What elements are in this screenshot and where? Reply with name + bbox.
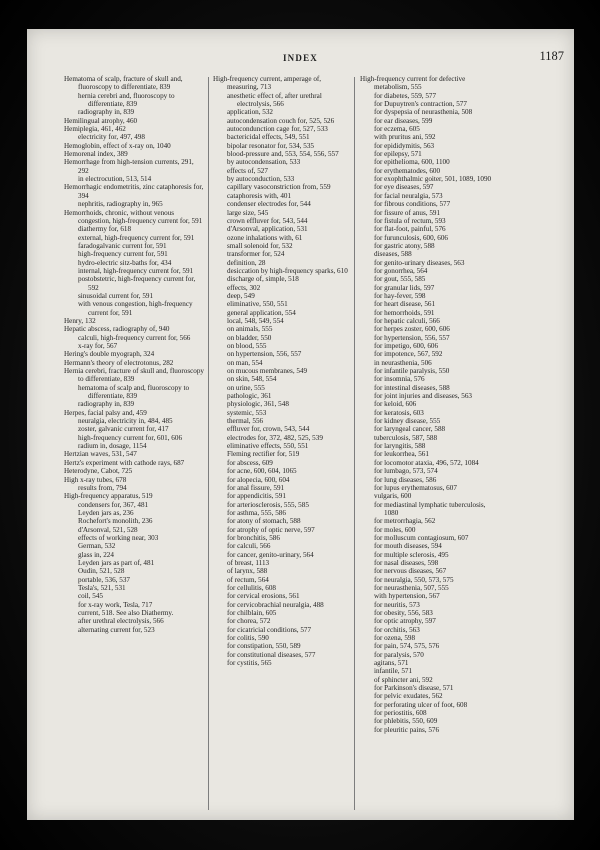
index-entry: d'Arsonval, 521, 528 xyxy=(78,525,138,534)
index-entry: for lung diseases, 586 xyxy=(374,475,437,484)
index-entry: calculi, high-frequency current for, 566 xyxy=(78,333,191,342)
index-entry: ozone inhalations with, 61 xyxy=(227,233,303,242)
index-entry: application, 532 xyxy=(227,108,274,117)
index-entry: Hemorrhagic endometritis, zinc cataphoresis for, 394 xyxy=(64,183,204,200)
index-entry: effects, 302 xyxy=(227,283,261,292)
index-entry: for fissure of anus, 591 xyxy=(374,208,441,217)
index-entry: Hemorrhage from high-tension currents, 291, 292 xyxy=(64,158,194,175)
index-entry: for hay-fever, 598 xyxy=(374,291,426,300)
index-entry: portable, 536, 537 xyxy=(78,575,130,584)
index-entry: Leyden jars as part of, 481 xyxy=(78,558,155,567)
index-column-3 xyxy=(360,75,500,811)
index-entry: by autocondensation, 533 xyxy=(227,158,301,167)
index-entry: Hemorrhoids, chronic, without venous congestion, high-frequency current for, 591 xyxy=(64,208,203,225)
index-column-1 xyxy=(64,75,204,811)
index-entry: for intestinal diseases, 588 xyxy=(374,383,450,392)
index-entry: of rectum, 564 xyxy=(227,575,269,584)
index-entry: for optic atrophy, 597 xyxy=(374,617,436,626)
index-entry: diathermy for, 618 xyxy=(78,225,132,234)
index-entry: external, high-frequency current for, 591 xyxy=(78,233,195,242)
index-entry: Hematoma of scalp, fracture of skull and, fluoroscopy to differentiate, 839 xyxy=(64,75,183,92)
index-entry: pathologic, 361 xyxy=(227,392,272,401)
book-page xyxy=(27,29,574,820)
index-entry: zoster, galvanic current for, 417 xyxy=(78,425,169,434)
index-entry: for appendicitis, 591 xyxy=(227,492,286,501)
index-entry: hydro-electric sitz-baths for, 434 xyxy=(78,258,172,267)
index-entry: hematoma of scalp and, fluoroscopy to differentiate, 839 xyxy=(78,383,190,401)
index-entry: Herpes, facial palsy and, 459 xyxy=(64,408,147,417)
index-entry: for epithelioma, 600, 1100 xyxy=(374,158,450,167)
index-entry: for locomotor ataxia, 496, 572, 1084 xyxy=(374,458,479,467)
index-entry: for nasal diseases, 598 xyxy=(374,558,439,567)
index-entry: for chorea, 572 xyxy=(227,617,271,626)
index-entry: on man, 554 xyxy=(227,358,263,367)
index-entry: for alopecia, 600, 604 xyxy=(227,475,290,484)
index-entry: Hermann's theory of electrotonus, 282 xyxy=(64,358,174,367)
index-entry: blood-pressure and, 553, 554, 556, 557 xyxy=(227,150,339,159)
index-entry: for cicatricial conditions, 577 xyxy=(227,625,312,634)
index-entry: German, 532 xyxy=(78,542,116,551)
index-entry: eliminative effects, 550, 551 xyxy=(227,442,309,451)
index-entry: for epididymitis, 563 xyxy=(374,141,435,150)
index-entry: faradogalvanic current for, 591 xyxy=(78,241,167,250)
index-column-2 xyxy=(213,75,353,811)
index-entry: for paralysis, 570 xyxy=(374,650,424,659)
index-entry: for calculi, 566 xyxy=(227,542,271,551)
index-entry: for pelvic exudates, 562 xyxy=(374,692,443,701)
index-entry: for atrophy of optic nerve, 597 xyxy=(227,525,315,534)
index-entry: for lupus erythematosus, 607 xyxy=(374,483,457,492)
index-entry: for atony of stomach, 588 xyxy=(227,517,301,526)
index-entry: Hemiplegia, 461, 462 xyxy=(64,125,126,134)
index-entry: for constipation, 550, 589 xyxy=(227,642,301,651)
index-entry: x-ray for, 567 xyxy=(78,342,118,350)
index-entry: Hemoglobin, effect of x-ray on, 1040 xyxy=(64,141,171,150)
running-head: INDEX xyxy=(282,53,318,63)
index-entry: definition, 28 xyxy=(227,258,266,267)
index-entry: for mouth diseases, 594 xyxy=(374,542,442,551)
index-entry: anesthetic effect of, after urethral electrolysis, 566 xyxy=(227,91,322,109)
index-entry: Hernia cerebri, fracture of skull and, fluoroscopy to differentiate, 839 xyxy=(64,367,204,384)
index-entry: for lumbago, 573, 574 xyxy=(374,467,438,476)
index-entry: Hemilingual atrophy, 460 xyxy=(64,116,138,125)
index-entry: internal, high-frequency current for, 591 xyxy=(78,266,194,275)
index-entry: neuralgia, electricity in, 484, 485 xyxy=(78,417,173,426)
index-entry: on mucous membranes, 549 xyxy=(227,367,308,376)
index-entry: Oudin, 521, 528 xyxy=(78,567,125,576)
index-entry: with venous congestion, high-frequency current for, 591 xyxy=(78,300,193,317)
index-entry: for keloid, 606 xyxy=(374,400,417,409)
index-entry: discharge of, simple, 518 xyxy=(227,275,299,284)
index-entry: d'Arsonval, application, 531 xyxy=(227,225,308,234)
index-entry: for arteriosclerosis, 555, 585 xyxy=(227,500,309,509)
index-entry: postobstetric, high-frequency current for, 592 xyxy=(78,275,196,292)
index-entry: for insomnia, 576 xyxy=(374,375,425,384)
index-entry: radiography in, 839 xyxy=(78,400,135,409)
index-entry: for gastric atony, 588 xyxy=(374,241,435,250)
index-entry: in electrocution, 513, 514 xyxy=(78,175,152,184)
index-entry: for hepatic calculi, 566 xyxy=(374,316,440,325)
index-entry: for epilepsy, 571 xyxy=(374,150,422,159)
index-entry: effluver for, crown, 543, 544 xyxy=(227,425,310,434)
index-entry: for molluscum contagiosum, 607 xyxy=(374,533,469,542)
index-entry: for granular lids, 597 xyxy=(374,283,435,292)
index-entry: for orchitis, 563 xyxy=(374,625,420,634)
index-entry: for furunculosis, 600, 606 xyxy=(374,233,448,242)
index-entry: desiccation by high-frequency sparks, 610 xyxy=(227,266,348,275)
index-entry: condenser electrodes for, 544 xyxy=(227,200,311,209)
index-entry: for keratosis, 603 xyxy=(374,408,424,417)
index-entry: cataphoresis with, 401 xyxy=(227,191,292,200)
index-entry: High x-ray tubes, 678 xyxy=(64,475,127,484)
index-entry: for cellulitis, 608 xyxy=(227,583,276,592)
index-entry: Hemorenal index, 389 xyxy=(64,150,128,159)
index-entry: for pain, 574, 575, 576 xyxy=(374,642,440,651)
index-entry: effects of working near, 303 xyxy=(78,533,159,542)
index-entry: glass in, 224 xyxy=(78,550,114,559)
index-entry: condensers for, 367, 481 xyxy=(78,500,149,509)
index-entry: for gonorrhea, 564 xyxy=(374,266,428,275)
index-entry: for herpes zoster, 600, 606 xyxy=(374,325,450,334)
index-entry: for asthma, 555, 586 xyxy=(227,508,286,517)
index-entry: eliminative, 550, 551 xyxy=(227,300,288,309)
index-entry: High-frequency apparatus, 519 xyxy=(64,492,153,501)
index-entry: on bladder, 550 xyxy=(227,333,272,342)
index-entry: for constitutional diseases, 577 xyxy=(227,650,316,659)
index-entry: Hering's double myograph, 324 xyxy=(64,350,155,359)
index-entry: for chilblain, 605 xyxy=(227,609,277,617)
index-entry: for infantile paralysis, 550 xyxy=(374,367,450,376)
index-entry: for fibrous conditions, 577 xyxy=(374,200,451,209)
index-entry: bactericidal effects, 549, 551 xyxy=(227,133,310,142)
index-entry: in neurasthenia, 506 xyxy=(374,358,432,367)
index-entry: for ozena, 598 xyxy=(374,634,416,643)
index-entry: for neuritis, 573 xyxy=(374,600,420,609)
index-entry: for metrorrhagia, 562 xyxy=(374,517,436,526)
index-entry: radium in, dosage, 1154 xyxy=(78,442,147,451)
index-entry: high-frequency current for, 601, 606 xyxy=(78,433,183,442)
index-entry: for leukorrhea, 561 xyxy=(374,450,429,459)
index-entry: for bronchitis, 586 xyxy=(227,533,280,542)
index-entry: Leyden jars as, 236 xyxy=(78,508,134,517)
index-entry: sinusoidal current for, 591 xyxy=(78,291,154,300)
index-entry: agitans, 571 xyxy=(374,659,409,668)
index-entry: for ear diseases, 599 xyxy=(374,116,433,125)
index-entry: local, 548, 549, 554 xyxy=(227,316,284,325)
index-entry: for heart disease, 561 xyxy=(374,300,436,309)
index-entry: with pruritus ani, 592 xyxy=(374,133,436,142)
index-entry: deep, 549 xyxy=(227,291,255,300)
index-entry: Hepatic abscess, radiography of, 940 xyxy=(64,325,170,334)
index-entry: Hertzian waves, 531, 547 xyxy=(64,450,137,459)
index-entry: for nervous diseases, 567 xyxy=(374,567,447,576)
index-entry: for moles, 600 xyxy=(374,525,416,534)
index-entry: for diabetes, 559, 577 xyxy=(374,91,437,100)
index-entry: electrodes for, 372, 482, 525, 539 xyxy=(227,433,323,442)
index-entry: tuberculosis, 587, 588 xyxy=(374,433,438,442)
index-entry: for obesity, 556, 583 xyxy=(374,609,433,617)
index-entry: on hypertension, 556, 557 xyxy=(227,350,302,359)
index-entry: High-frequency current for defective metabolism, 555 xyxy=(360,75,466,92)
index-entry: for cancer, genito-urinary, 564 xyxy=(227,550,314,559)
index-entry: Henry, 132 xyxy=(64,316,96,325)
index-entry: for hemorrhoids, 591 xyxy=(374,308,435,317)
index-entry: infantile, 571 xyxy=(374,667,413,676)
index-entry: radiography in, 839 xyxy=(78,108,135,117)
index-entry: electricity for, 497, 498 xyxy=(78,133,145,142)
index-entry: alternating current for, 523 xyxy=(78,625,155,634)
index-entry: of larynx, 588 xyxy=(227,567,268,576)
index-entry: for impetigo, 600, 606 xyxy=(374,342,439,350)
index-entry: for pleuritic pains, 576 xyxy=(374,725,440,734)
index-entry: for abscess, 609 xyxy=(227,458,273,467)
index-entry: for kidney disease, 555 xyxy=(374,417,441,426)
index-entry: for multiple sclerosis, 495 xyxy=(374,550,449,559)
index-entry: for erythematodes, 600 xyxy=(374,166,441,175)
index-entry: for acne, 600, 604, 1065 xyxy=(227,467,297,476)
index-entry: for dyspepsia of neurasthenia, 508 xyxy=(374,108,473,117)
index-entry: for colitis, 590 xyxy=(227,634,269,643)
index-entry: for cervicobrachial neuralgia, 488 xyxy=(227,600,324,609)
index-entry: capillary vasoconstriction from, 559 xyxy=(227,183,331,192)
index-entry: hernia cerebri and, fluoroscopy to differentiate, 839 xyxy=(78,91,175,109)
index-entry: autocondensation couch for, 525, 526 xyxy=(227,116,335,125)
index-entry: for gout, 555, 585 xyxy=(374,275,426,284)
index-entry: for flat-foot, painful, 576 xyxy=(374,225,446,234)
index-entry: effects of, 527 xyxy=(227,166,268,175)
index-entry: bipolar resonator for, 534, 535 xyxy=(227,141,314,150)
index-entry: of breast, 1113 xyxy=(227,558,270,567)
index-entry: high-frequency current for, 591 xyxy=(78,250,168,259)
index-entry: on animals, 555 xyxy=(227,325,273,334)
index-entry: for hypertension, 556, 557 xyxy=(374,333,450,342)
index-entry: transformer for, 524 xyxy=(227,250,285,259)
index-entry: for x-ray work, Tesla, 717 xyxy=(78,600,153,609)
index-entry: for neuralgia, 550, 573, 575 xyxy=(374,575,454,584)
index-entry: current, 518. See also Diathermy. xyxy=(78,609,174,617)
index-entry: for impotence, 567, 592 xyxy=(374,350,443,359)
index-entry: for neurasthenia, 507, 555 xyxy=(374,583,449,592)
index-entry: for Dupuytren's contraction, 577 xyxy=(374,100,467,109)
index-entry: autocondunction cage for, 527, 533 xyxy=(227,125,328,134)
index-entry: of sphincter ani, 592 xyxy=(374,675,433,684)
index-entry: for genito-urinary diseases, 563 xyxy=(374,258,465,267)
index-entry: for anal fissure, 591 xyxy=(227,483,285,492)
index-entry: coil, 545 xyxy=(78,592,103,601)
index-entry: for laryngeal cancer, 588 xyxy=(374,425,446,434)
index-entry: for cervical erosions, 561 xyxy=(227,592,300,601)
index-entry: Hertz's experiment with cathode rays, 687 xyxy=(64,458,185,467)
index-entry: for eye diseases, 597 xyxy=(374,183,434,192)
index-entry: for cystitis, 565 xyxy=(227,659,272,668)
index-entry: crown effluver for, 543, 544 xyxy=(227,216,308,225)
index-entry: for exophthalmic goiter, 501, 1089, 1090 xyxy=(374,175,492,184)
index-entry: thermal, 556 xyxy=(227,417,264,426)
index-entry: High-frequency current, amperage of, measuring, 713 xyxy=(213,75,322,92)
index-entry: for fistula of rectum, 593 xyxy=(374,216,446,225)
index-entry: for joint injuries and diseases, 563 xyxy=(374,392,472,401)
column-rule xyxy=(354,77,355,810)
page-number: 1187 xyxy=(539,49,564,63)
index-entry: after urethral electrolysis, 566 xyxy=(78,617,164,626)
index-entry: for perforating ulcer of foot, 608 xyxy=(374,700,468,709)
index-entry: for periostitis, 608 xyxy=(374,709,427,718)
index-entry: results from, 794 xyxy=(78,483,127,492)
index-entry: for laryngitis, 588 xyxy=(374,442,426,451)
index-entry: diseases, 588 xyxy=(374,250,412,259)
index-entry: for facial neuralgia, 573 xyxy=(374,191,443,200)
index-entry: for eczema, 605 xyxy=(374,125,420,134)
index-entry: for phlebitis, 550, 609 xyxy=(374,717,438,726)
index-entry: large size, 545 xyxy=(227,208,269,217)
index-entry: Tesla's, 521, 531 xyxy=(78,583,126,592)
index-entry: for Parkinson's disease, 571 xyxy=(374,684,454,693)
index-entry: general application, 554 xyxy=(227,308,296,317)
index-entry: Rochefort's monolith, 236 xyxy=(78,517,153,526)
index-entry: Fleming rectifier for, 519 xyxy=(227,450,300,459)
index-entry: for mediastinal lymphatic tuberculosis, 1080 xyxy=(374,500,486,517)
index-entry: on blood, 555 xyxy=(227,342,267,350)
index-entry: Heterodyne, Cabot, 725 xyxy=(64,467,133,476)
index-entry: systemic, 553 xyxy=(227,408,267,417)
index-entry: small solenoid for, 532 xyxy=(227,241,293,250)
index-entry: on skin, 548, 554 xyxy=(227,375,277,384)
index-entry: vulgaris, 600 xyxy=(374,492,412,501)
index-entry: nephritis, radiography in, 965 xyxy=(78,200,163,209)
column-rule xyxy=(208,77,209,810)
index-entry: on urine, 555 xyxy=(227,383,265,392)
index-entry: by autoconduction, 533 xyxy=(227,175,295,184)
index-entry: with hypertension, 567 xyxy=(374,592,440,601)
index-entry: physiologic, 361, 548 xyxy=(227,400,289,409)
